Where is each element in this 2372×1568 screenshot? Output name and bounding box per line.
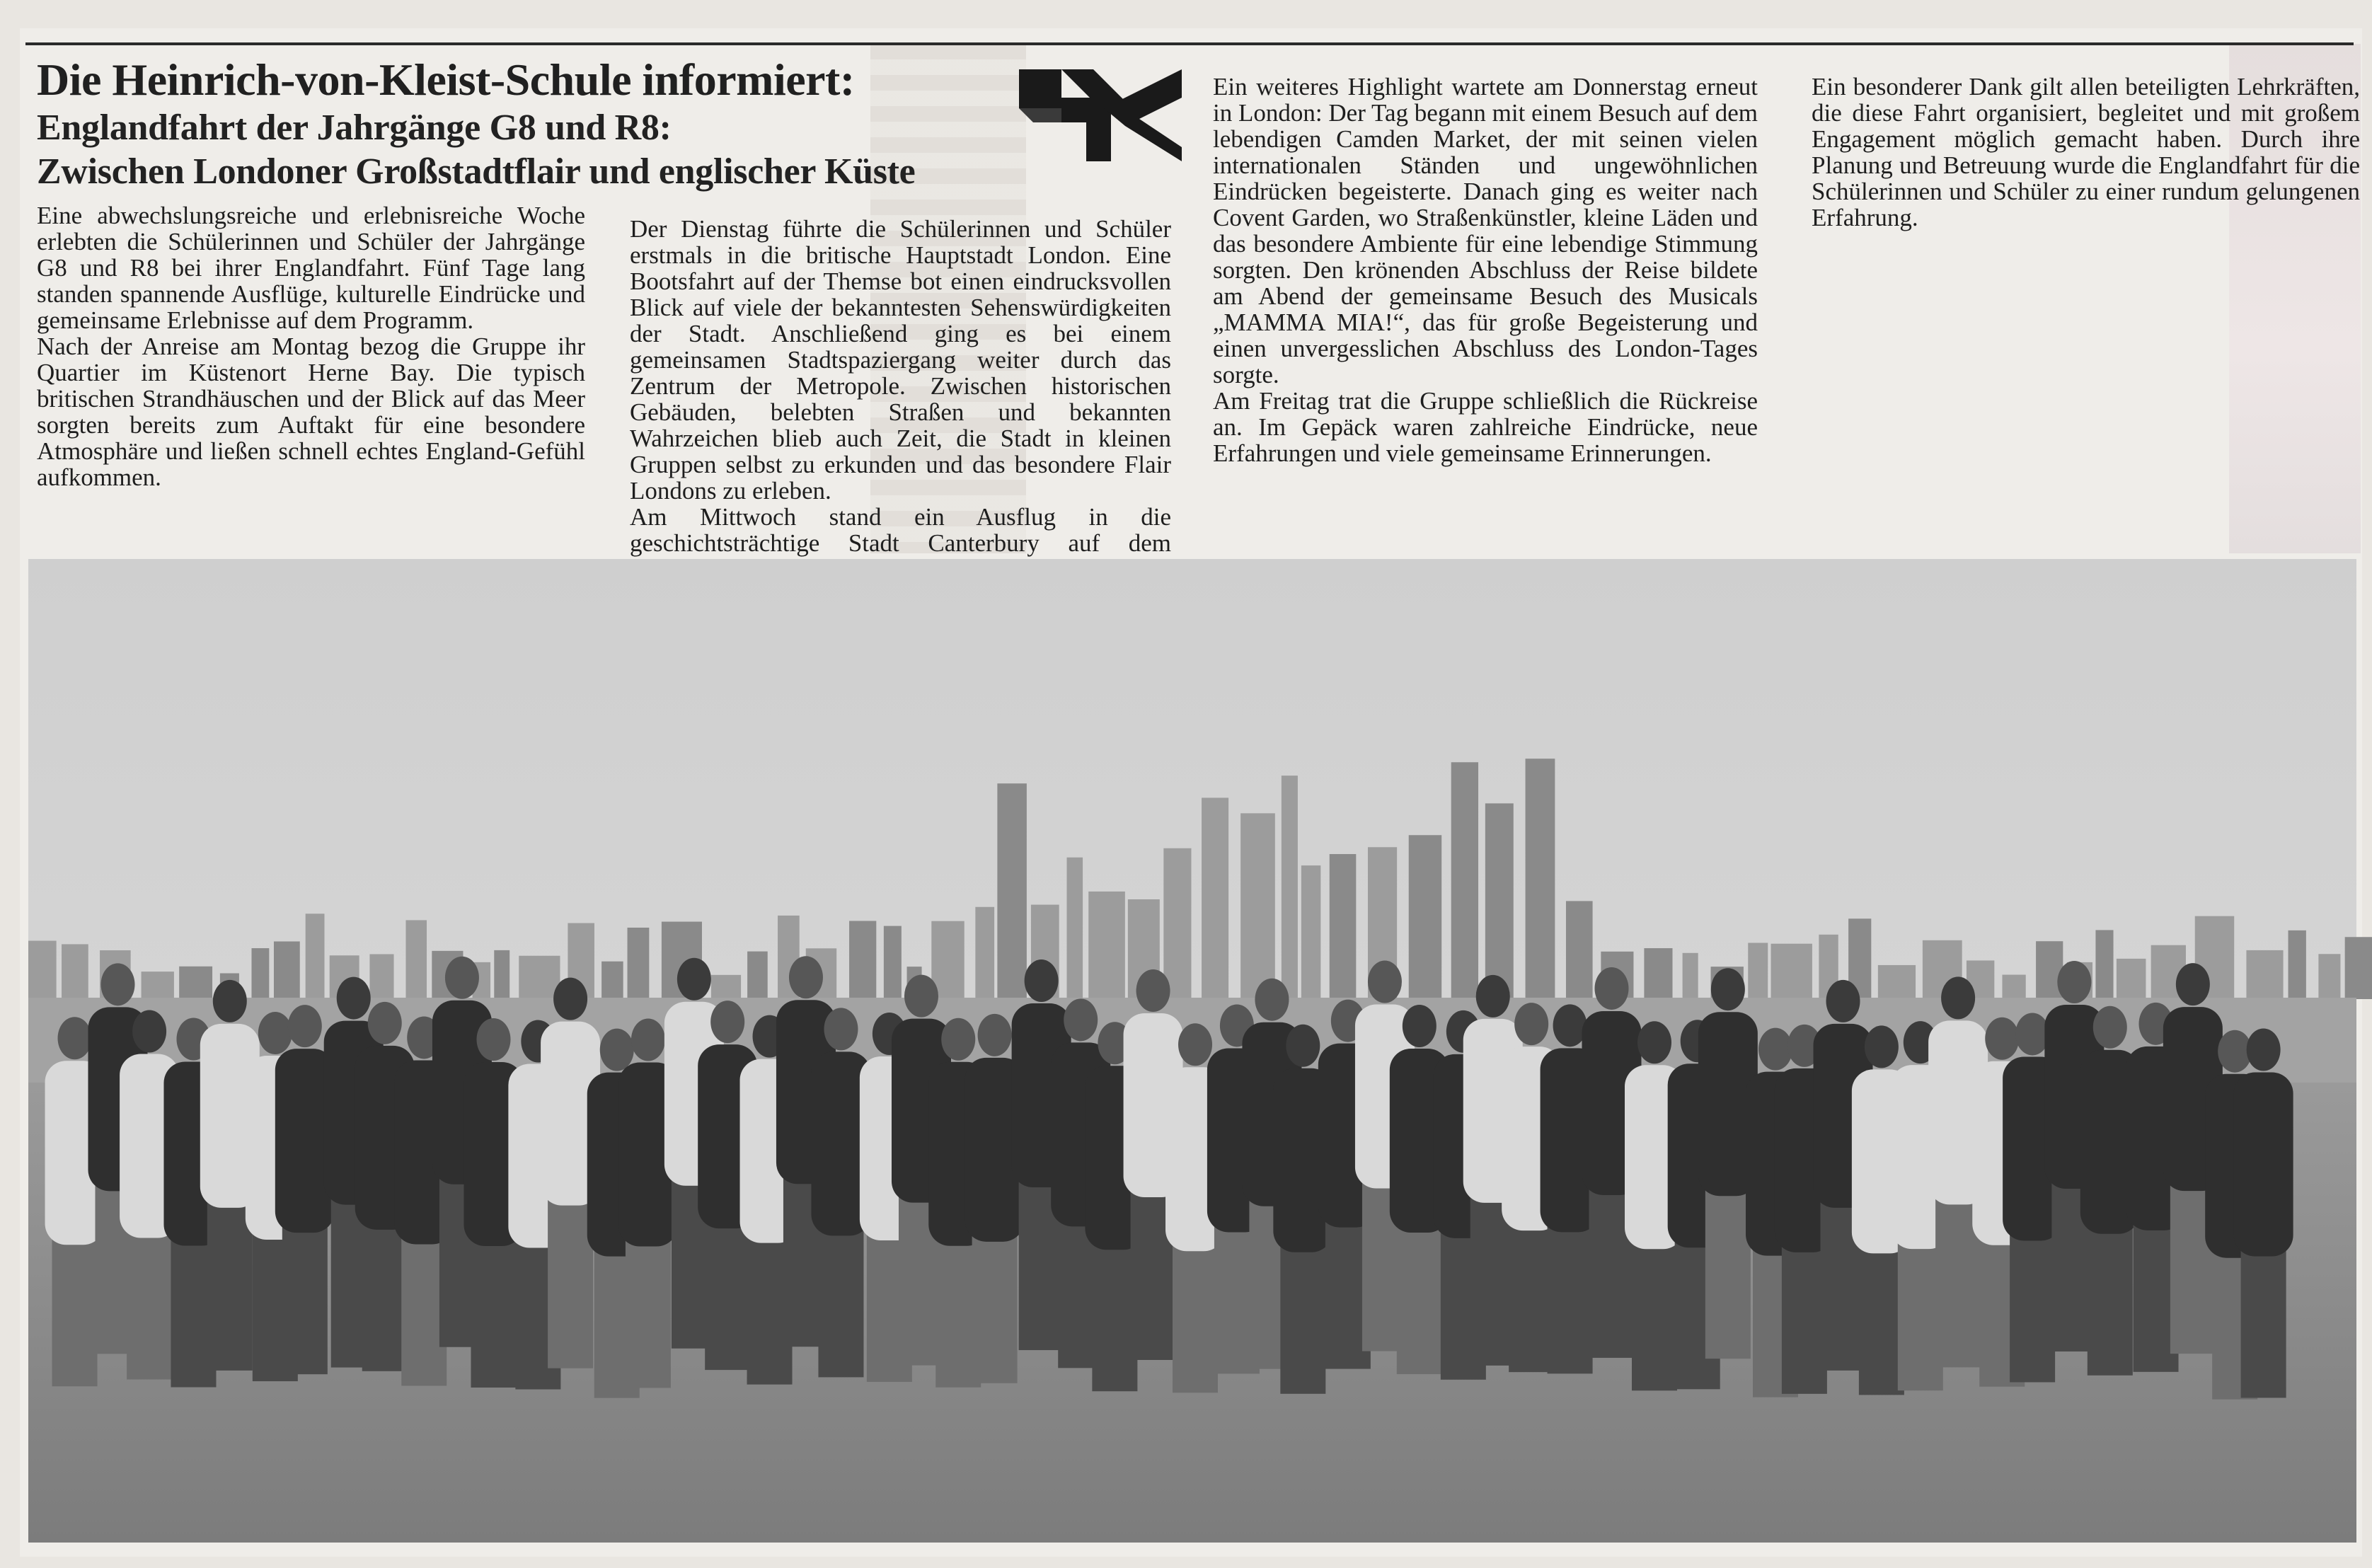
skyline-building xyxy=(628,928,650,999)
article-headline xyxy=(37,54,1027,194)
skyline-building xyxy=(28,941,57,999)
skyline-building xyxy=(1748,943,1768,999)
person-figure xyxy=(2234,1028,2293,1397)
article-subtitle-line1: Englandfahrt der Jahrgänge G8 und R8: xyxy=(37,108,672,148)
skyline-building xyxy=(62,944,88,999)
group-photo xyxy=(28,559,2356,1543)
skyline-building xyxy=(884,926,902,999)
skyline-building xyxy=(1485,803,1514,999)
skyline-building xyxy=(1067,858,1083,999)
skyline-building xyxy=(1088,892,1125,999)
skyline-building xyxy=(1644,948,1672,999)
paragraph: Ein besonderer Dank gilt allen beteiligten Lehrkräften, die diese Fahrt organisiert, begleitet und mit großem Engagement möglich gemacht haben. Durch ihre Planung und Betreuung wurde die Englandfahrt für die Schülerinnen und Schüler zu einer rundum gelungenen Erfahrung. xyxy=(1812,73,2360,231)
skyline-building xyxy=(2345,937,2372,999)
article-subtitle-line2: Zwischen Londoner Großstadtflair und englischer Küste xyxy=(37,151,916,192)
paragraph: Der Dienstag führte die Schülerinnen und Schüler erstmals in die britische Hauptstadt London. Eine Bootsfahrt auf der Themse bot einen eindrucksvollen Blick auf viele der bekanntesten Sehenswürdigkeiten der Stadt. Anschließend ging es bei einem gemeinsamen Stadtspaziergang weiter durch das Zentrum der Metropole. Zwischen historischen Gebäuden, belebten Straßen und bekannten Wahrzeichen blieb auch Zeit, die Stadt in kleinen Gruppen selbst zu erkunden und das besondere Flair Londons zu erleben. xyxy=(630,215,1171,505)
skyline-building xyxy=(179,967,212,999)
skyline-building xyxy=(1451,762,1478,999)
skyline-building xyxy=(1282,776,1298,999)
article-title: Die Heinrich-von-Kleist-Schule informiert: xyxy=(37,54,855,105)
skyline-building xyxy=(1202,797,1228,999)
group-photo-illustration xyxy=(28,559,2356,1543)
skyline-building xyxy=(1526,759,1555,999)
skyline-building xyxy=(1771,944,1812,999)
skyline-building xyxy=(494,950,509,999)
paragraph: Am Freitag trat die Gruppe schließlich die Rückreise an. Im Gepäck waren zahlreiche Eindrücke, neue Erfahrungen und viele gemeinsame Erinnerungen. xyxy=(1213,387,1758,467)
skyline-building xyxy=(2002,975,2025,999)
skyline-building xyxy=(1409,835,1441,999)
article-column-1 xyxy=(37,202,585,490)
article-column-2 xyxy=(630,216,1171,556)
skyline-building xyxy=(369,954,393,999)
article-column-3 xyxy=(1213,74,1758,466)
skyline-building xyxy=(1301,865,1320,999)
paragraph: Ein weiteres Highlight wartete am Donnerstag erneut in London: Der Tag begann mit einem Besuch auf dem lebendigen Camden Market, der mit seinen vielen internationalen Ständen und ungewöhnlichen Eindrücken begeisterte. Danach ging es weiter nach Covent Garden, wo Straßenkünstler, kleine Läden und das besondere Ambiente für eine lebendige Stimmung sorgten. Den krönenden Abschluss der Reise bildete am Abend der gemeinsame Besuch des Musicals „MAMMA MIA!“, das für große Begeisterung und einen unvergesslichen Abschluss des London-Tages sorgte. xyxy=(1213,73,1758,388)
skyline-building xyxy=(1330,854,1357,999)
top-rule xyxy=(25,42,2354,45)
skyline-building xyxy=(2117,959,2146,999)
skyline-building xyxy=(1566,901,1593,999)
skyline-building xyxy=(711,975,741,999)
school-logo-icon xyxy=(1019,69,1182,161)
skyline-building xyxy=(142,972,174,999)
skyline-building xyxy=(1163,848,1191,999)
skyline-building xyxy=(2318,954,2340,999)
skyline-building xyxy=(2095,930,2113,999)
skyline-building xyxy=(519,956,560,999)
skyline-building xyxy=(849,921,876,999)
skyline-building xyxy=(1683,953,1698,999)
paragraph: Nach der Anreise am Montag bezog die Gruppe ihr Quartier im Küstenort Herne Bay. Die typisch britischen Strandhäuschen und der Blick auf das Meer sorgten bereits zum Auftakt für eine besondere Atmosphäre und ließen schnell echtes England-Gefühl aufkommen. xyxy=(37,333,585,491)
skyline-building xyxy=(2288,930,2306,999)
skyline-building xyxy=(975,907,994,999)
skyline-building xyxy=(274,941,300,999)
skyline-building xyxy=(2246,950,2283,999)
paragraph: Am Mittwoch stand ein Ausflug in die geschichtsträchtige Stadt Canterbury auf dem xyxy=(630,503,1171,557)
skyline-building xyxy=(251,948,269,999)
skyline-building xyxy=(601,962,623,999)
skyline-building xyxy=(1240,813,1275,999)
article-column-4 xyxy=(1812,74,2360,231)
paragraph: Eine abwechslungsreiche und erlebnisreiche Woche erlebten die Schülerinnen und Schüler der Jahrgänge G8 und R8 bei ihrer Englandfahrt. Fünf Tage lang standen spannende Ausflüge, kulturelle Eindrücke und gemeinsame Erlebnisse auf dem Programm. xyxy=(37,202,585,334)
skyline-building xyxy=(405,920,427,999)
skyline-building xyxy=(306,913,325,999)
skyline-building xyxy=(1878,965,1916,999)
skyline-building xyxy=(997,783,1026,999)
skyline-building xyxy=(747,952,768,999)
